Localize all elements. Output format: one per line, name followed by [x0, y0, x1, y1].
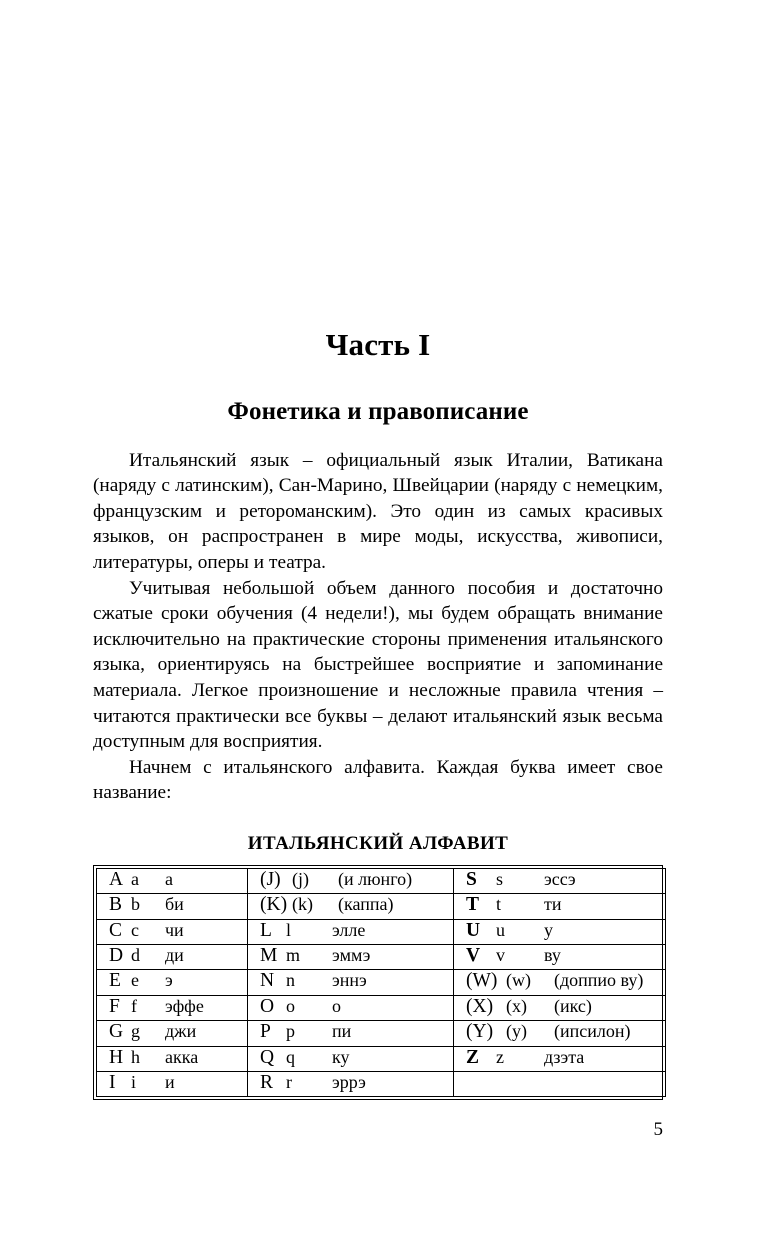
alphabet-cell-col1 — [97, 970, 248, 995]
table-row — [97, 1072, 666, 1097]
alphabet-entry — [97, 1072, 247, 1096]
alphabet-cell-col2 — [248, 894, 454, 919]
letter-lowercase: a — [131, 868, 139, 889]
alphabet-entry — [97, 996, 247, 1020]
letter-uppercase: L — [260, 919, 272, 941]
letter-lowercase: z — [496, 1046, 504, 1067]
letter-name: ди — [165, 945, 184, 966]
letter-lowercase: (w) — [506, 970, 531, 991]
alphabet-entry — [454, 996, 665, 1020]
alphabet-cell-col2 — [248, 1021, 454, 1046]
alphabet-cell-col3 — [454, 894, 666, 919]
letter-name: пи — [332, 1021, 352, 1042]
alphabet-entry — [454, 970, 665, 994]
letter-lowercase: (j) — [292, 868, 309, 889]
letter-uppercase: G — [109, 1021, 124, 1043]
letter-lowercase: s — [496, 868, 504, 889]
alphabet-cell-col3 — [454, 1072, 666, 1097]
letter-uppercase: N — [260, 970, 275, 992]
letter-lowercase: (x) — [506, 995, 527, 1016]
letter-name: у — [544, 919, 553, 940]
letter-uppercase: H — [109, 1046, 124, 1068]
alphabet-cell-col3 — [454, 1046, 666, 1071]
table-row — [97, 945, 666, 970]
body-text — [93, 426, 663, 806]
letter-lowercase: r — [286, 1072, 292, 1093]
alphabet-cell-col2 — [248, 919, 454, 944]
paragraph-3: Начнем с итальянского алфавита. Каждая буква имеет свое название: — [93, 756, 663, 804]
alphabet-cell-col2 — [248, 1046, 454, 1071]
letter-name: о — [332, 995, 341, 1016]
letter-uppercase: Q — [260, 1046, 275, 1068]
letter-name: эммэ — [332, 945, 371, 966]
letter-uppercase: (Y) — [466, 1021, 494, 1043]
letter-name: чи — [165, 919, 184, 940]
alphabet-entry — [454, 1021, 665, 1045]
letter-name: джи — [165, 1021, 197, 1042]
alphabet-table — [96, 868, 666, 1098]
alphabet-table-frame — [93, 865, 663, 1101]
letter-lowercase: c — [131, 919, 139, 940]
alphabet-entry — [97, 945, 247, 969]
section-title: Фонетика и правописание — [227, 398, 529, 426]
alphabet-entry — [97, 894, 247, 918]
letter-uppercase: E — [109, 970, 121, 992]
letter-lowercase: l — [286, 919, 292, 940]
letter-uppercase: P — [260, 1021, 271, 1043]
alphabet-cell-col2 — [248, 995, 454, 1020]
letter-lowercase: v — [496, 945, 505, 966]
letter-name: эннэ — [332, 970, 367, 991]
table-row — [97, 1021, 666, 1046]
paragraph-1: Итальянский язык – официальный язык Италии, Ватикана (наряду с латинским), Сан-Марино, Швейцарии (наряду с немецким, французским и ретороманским). Это один из самых красивых языков, он распространен в мире моды, искусства, живописи, литературы, оперы и театра. — [93, 449, 663, 573]
page-number: 5 — [653, 1119, 663, 1140]
letter-name: эссэ — [544, 868, 576, 889]
letter-uppercase: C — [109, 919, 123, 941]
alphabet-entry — [248, 894, 453, 918]
letter-name: ву — [544, 945, 561, 966]
alphabet-cell-col1 — [97, 995, 248, 1020]
letter-lowercase: (k) — [292, 894, 313, 915]
letter-lowercase: h — [131, 1046, 140, 1067]
letter-name: (ипсилон) — [554, 1021, 631, 1042]
alphabet-cell-col2 — [248, 1072, 454, 1097]
alphabet-cell-col3 — [454, 919, 666, 944]
alphabet-entry — [248, 945, 453, 969]
letter-lowercase: p — [286, 1021, 295, 1042]
alphabet-entry — [248, 996, 453, 1020]
letter-lowercase: f — [131, 995, 137, 1016]
letter-uppercase: F — [109, 995, 120, 1017]
letter-name: акка — [165, 1046, 199, 1067]
letter-lowercase: b — [131, 894, 140, 915]
alphabet-cell-col1 — [97, 868, 248, 893]
alphabet-entry — [97, 920, 247, 944]
alphabet-cell-col3 — [454, 945, 666, 970]
paragraph-2: Учитывая небольшой объем данного пособия и достаточно сжатые сроки обучения (4 недели!), мы будем обращать внимание исключительно на практические стороны применения итальянского языка, ориентируясь на быстрейшее восприятие и запоминание материала. Легкое произношение и несложные правила чтения – читаются практически все буквы – делают итальянский язык весьма доступным для восприятия. — [93, 577, 663, 753]
alphabet-table-body — [97, 868, 666, 1097]
letter-uppercase: (K) — [260, 894, 288, 916]
table-row — [97, 894, 666, 919]
alphabet-cell-col1 — [97, 945, 248, 970]
letter-uppercase: S — [466, 868, 477, 890]
letter-name: и — [165, 1072, 175, 1093]
letter-uppercase: T — [466, 894, 480, 916]
alphabet-cell-col1 — [97, 1046, 248, 1071]
letter-name: эффе — [165, 995, 204, 1016]
letter-name: ку — [332, 1046, 350, 1067]
alphabet-cell-col1 — [97, 1072, 248, 1097]
letter-lowercase: e — [131, 970, 139, 991]
alphabet-entry — [248, 970, 453, 994]
alphabet-cell-col3 — [454, 1021, 666, 1046]
letter-lowercase: m — [286, 945, 301, 966]
letter-name: (доппио ву) — [554, 970, 644, 991]
letter-uppercase: A — [109, 868, 124, 890]
alphabet-entry — [454, 894, 665, 918]
letter-name: (икс) — [554, 995, 592, 1016]
letter-name: а — [165, 868, 173, 889]
letter-name: (каппа) — [338, 894, 394, 915]
letter-uppercase: O — [260, 995, 275, 1017]
table-row — [97, 868, 666, 893]
table-row — [97, 919, 666, 944]
letter-uppercase: V — [466, 945, 481, 967]
letter-uppercase: R — [260, 1072, 274, 1094]
alphabet-entry — [248, 920, 453, 944]
letter-lowercase: o — [286, 995, 295, 1016]
letter-uppercase: D — [109, 945, 124, 967]
alphabet-entry — [97, 869, 247, 893]
letter-lowercase: n — [286, 970, 295, 991]
alphabet-cell-col3 — [454, 995, 666, 1020]
letter-name: эррэ — [332, 1072, 366, 1093]
letter-uppercase: (J) — [260, 868, 281, 890]
table-row — [97, 970, 666, 995]
alphabet-entry — [454, 1047, 665, 1071]
letter-name: би — [165, 894, 184, 915]
letter-lowercase: u — [496, 919, 505, 940]
alphabet-entry — [248, 1021, 453, 1045]
alphabet-cell-col2 — [248, 868, 454, 893]
letter-uppercase: I — [109, 1072, 116, 1094]
alphabet-entry — [97, 970, 247, 994]
letter-name: э — [165, 970, 173, 991]
letter-lowercase: d — [131, 945, 140, 966]
alphabet-entry — [97, 1047, 247, 1071]
alphabet-entry — [454, 1072, 665, 1096]
letter-lowercase: t — [496, 894, 502, 915]
alphabet-entry — [454, 920, 665, 944]
page-content — [93, 0, 663, 1100]
letter-lowercase: g — [131, 1021, 140, 1042]
alphabet-entry — [248, 1047, 453, 1071]
letter-uppercase: B — [109, 894, 123, 916]
letter-lowercase: i — [131, 1072, 137, 1093]
letter-uppercase: (W) — [466, 970, 498, 992]
alphabet-entry — [454, 945, 665, 969]
letter-uppercase: U — [466, 919, 481, 941]
letter-uppercase: (X) — [466, 995, 494, 1017]
alphabet-cell-col2 — [248, 970, 454, 995]
letter-name: ти — [544, 894, 562, 915]
table-row — [97, 995, 666, 1020]
alphabet-entry — [454, 869, 665, 893]
alphabet-cell-col3 — [454, 970, 666, 995]
alphabet-cell-col2 — [248, 945, 454, 970]
letter-uppercase: M — [260, 945, 278, 967]
letter-lowercase: (y) — [506, 1021, 527, 1042]
alphabet-cell-col1 — [97, 919, 248, 944]
alphabet-cell-col3 — [454, 868, 666, 893]
table-row — [97, 1046, 666, 1071]
letter-name: (и люнго) — [338, 868, 413, 889]
part-title: Часть I — [325, 327, 431, 362]
letter-name: элле — [332, 919, 366, 940]
alphabet-entry — [248, 869, 453, 893]
letter-lowercase: q — [286, 1046, 295, 1067]
alphabet-entry — [97, 1021, 247, 1045]
alphabet-table-heading: ИТАЛЬЯНСКИЙ АЛФАВИТ — [247, 832, 509, 854]
alphabet-cell-col1 — [97, 894, 248, 919]
letter-name: дзэта — [544, 1046, 585, 1067]
alphabet-cell-col1 — [97, 1021, 248, 1046]
letter-uppercase: Z — [466, 1046, 480, 1068]
alphabet-entry — [248, 1072, 453, 1096]
